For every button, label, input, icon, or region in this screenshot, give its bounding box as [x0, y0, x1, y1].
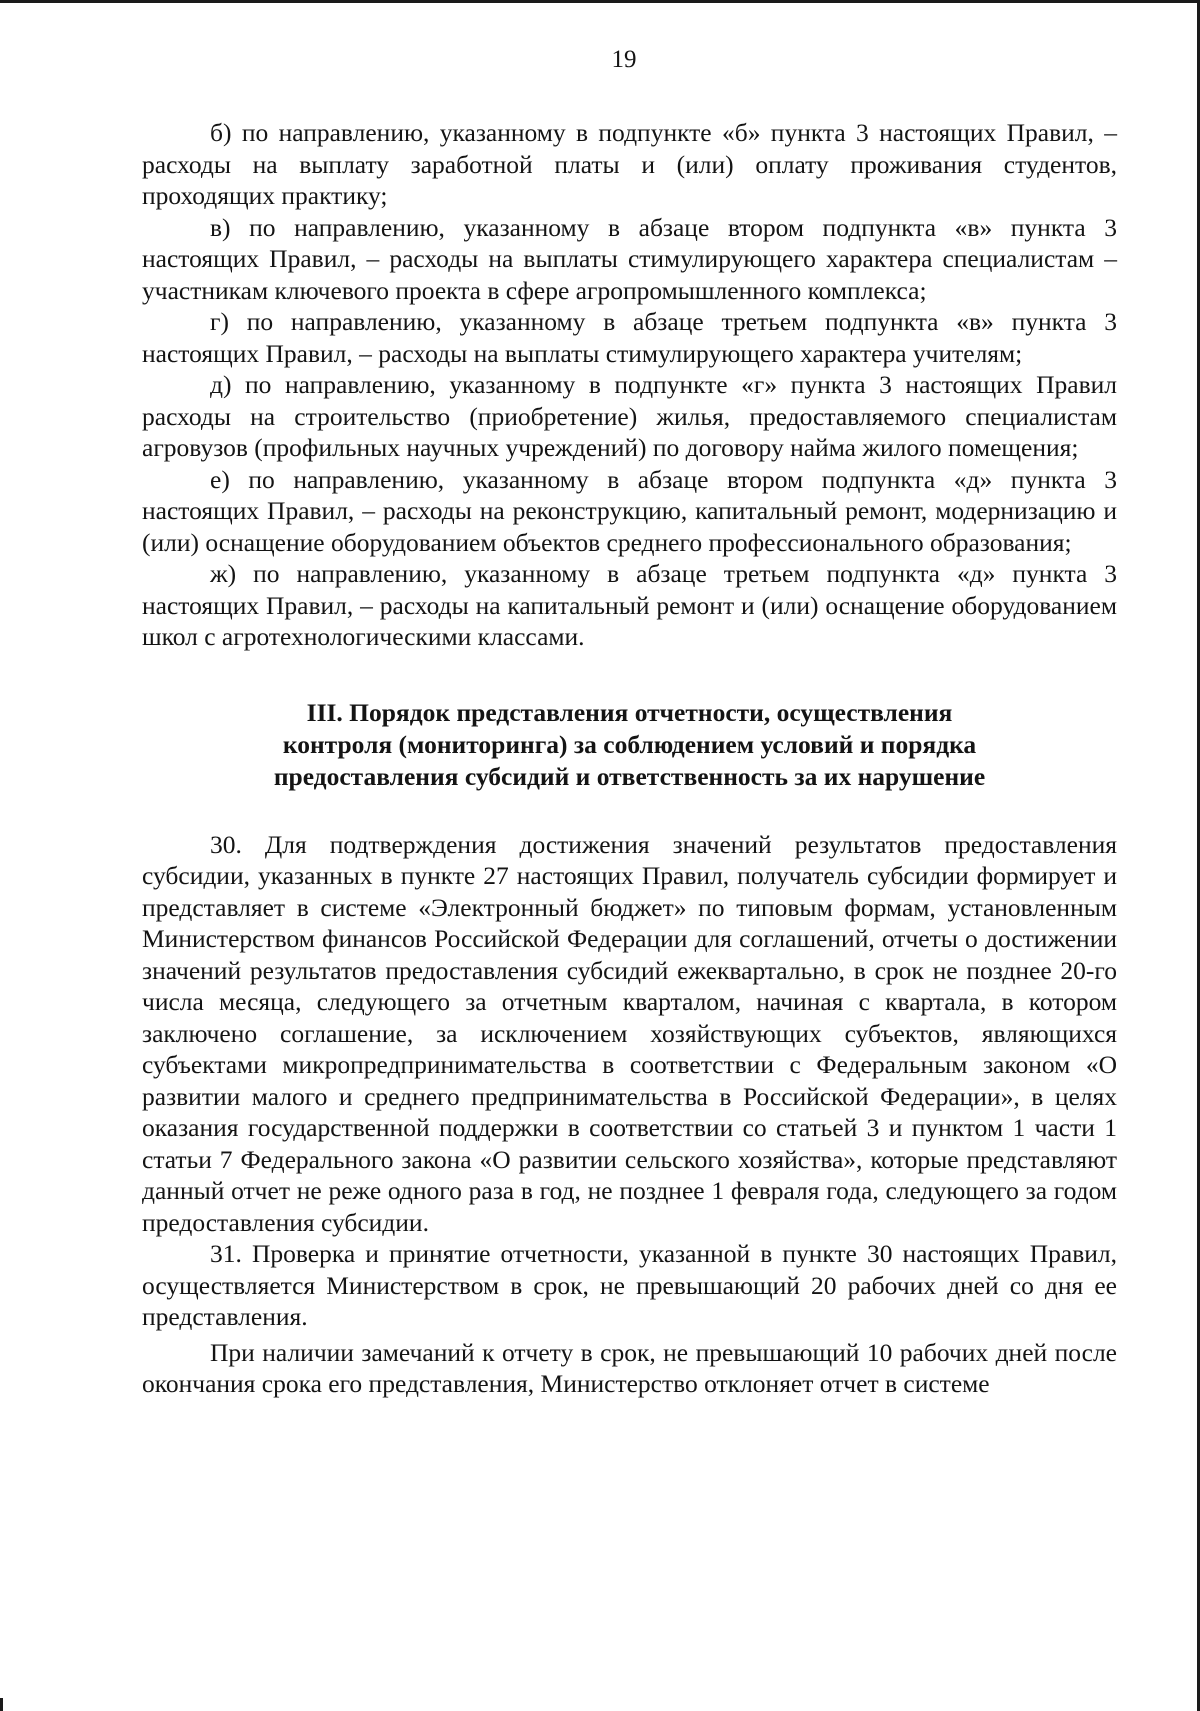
page-number: 19: [611, 46, 637, 73]
paragraph-d: д) по направлению, указанному в подпункте «г» пункта 3 настоящих Правил расходы на строительство (приобретение) жилья, предоставляемого специалистам агровузов (профильных научных учреждений) по договору найма жилого помещения;: [142, 370, 1117, 462]
paragraph-zh: ж) по направлению, указанному в абзаце третьем подпункта «д» пункта 3 настоящих Правил, – расходы на капитальный ремонт и (или) оснащение оборудованием школ с агротехнологическими классами.: [142, 559, 1117, 651]
paragraph-30: 30. Для подтверждения достижения значений результатов предоставления субсидии, указанных в пункте 27 настоящих Правил, получатель субсидии формирует и представляет в системе «Электронный бюджет» по типовым формам, установленным Министерством финансов Российской Федерации для соглашений, отчеты о достижении значений результатов предоставления субсидий ежеквартально, в срок не позднее 20-го числа месяца, следующего за отчетным кварталом, начиная с квартала, в котором заключено соглашение, за исключением хозяйствующих субъектов, являющихся субъектами микропредпринимательства в соответствии с Федеральным законом «О развитии малого и среднего предпринимательства в Российской Федерации», в целях оказания государственной поддержки в соответствии со статьей 3 и пунктом 1 части 1 статьи 7 Федерального закона «О развитии сельского хозяйства», которые представляют данный отчет не реже одного раза в год, не позднее 1 февраля года, следующего за годом предоставления субсидии.: [142, 829, 1117, 1237]
document-body: [142, 117, 1117, 1400]
section-heading-line-2: контроля (мониторинга) за соблюдением условий и порядка: [282, 729, 977, 759]
paragraph-remarks: При наличии замечаний к отчету в срок, не превышающий 10 рабочих дней после окончания срока его представления, Министерство отклоняет отчет в системе: [142, 1337, 1117, 1398]
paragraph-31: 31. Проверка и принятие отчетности, указанной в пункте 30 настоящих Правил, осуществляется Министерством в срок, не превышающий 20 рабочих дней со дня ее представления.: [142, 1239, 1117, 1331]
paragraph-e: е) по направлению, указанному в абзаце втором подпункта «д» пункта 3 настоящих Правил, – расходы на реконструкцию, капитальный ремонт, модернизацию и (или) оснащение оборудованием объектов среднего профессионального образования;: [142, 464, 1117, 557]
scan-edge-left: [0, 1698, 3, 1711]
scan-edge-top: [0, 0, 1200, 3]
section-heading-line-1: III. Порядок представления отчетности, осуществления: [306, 697, 953, 727]
section-heading-line-3: предоставления субсидий и ответственность за их нарушение: [273, 761, 986, 791]
section-heading: [142, 697, 1117, 793]
paragraph-b: б) по направлению, указанному в подпункте «б» пункта 3 настоящих Правил, – расходы на выплату заработной платы и (или) оплату проживания студентов, проходящих практику;: [142, 118, 1117, 210]
paragraph-g: г) по направлению, указанному в абзаце третьем подпункта «в» пункта 3 настоящих Правил, – расходы на выплаты стимулирующего характера учителям;: [142, 307, 1117, 368]
paragraph-v: в) по направлению, указанному в абзаце втором подпункта «в» пункта 3 настоящих Правил, – расходы на выплаты стимулирующего характера специалистам – участникам ключевого проекта в сфере агропромышленного комплекса;: [142, 212, 1117, 305]
